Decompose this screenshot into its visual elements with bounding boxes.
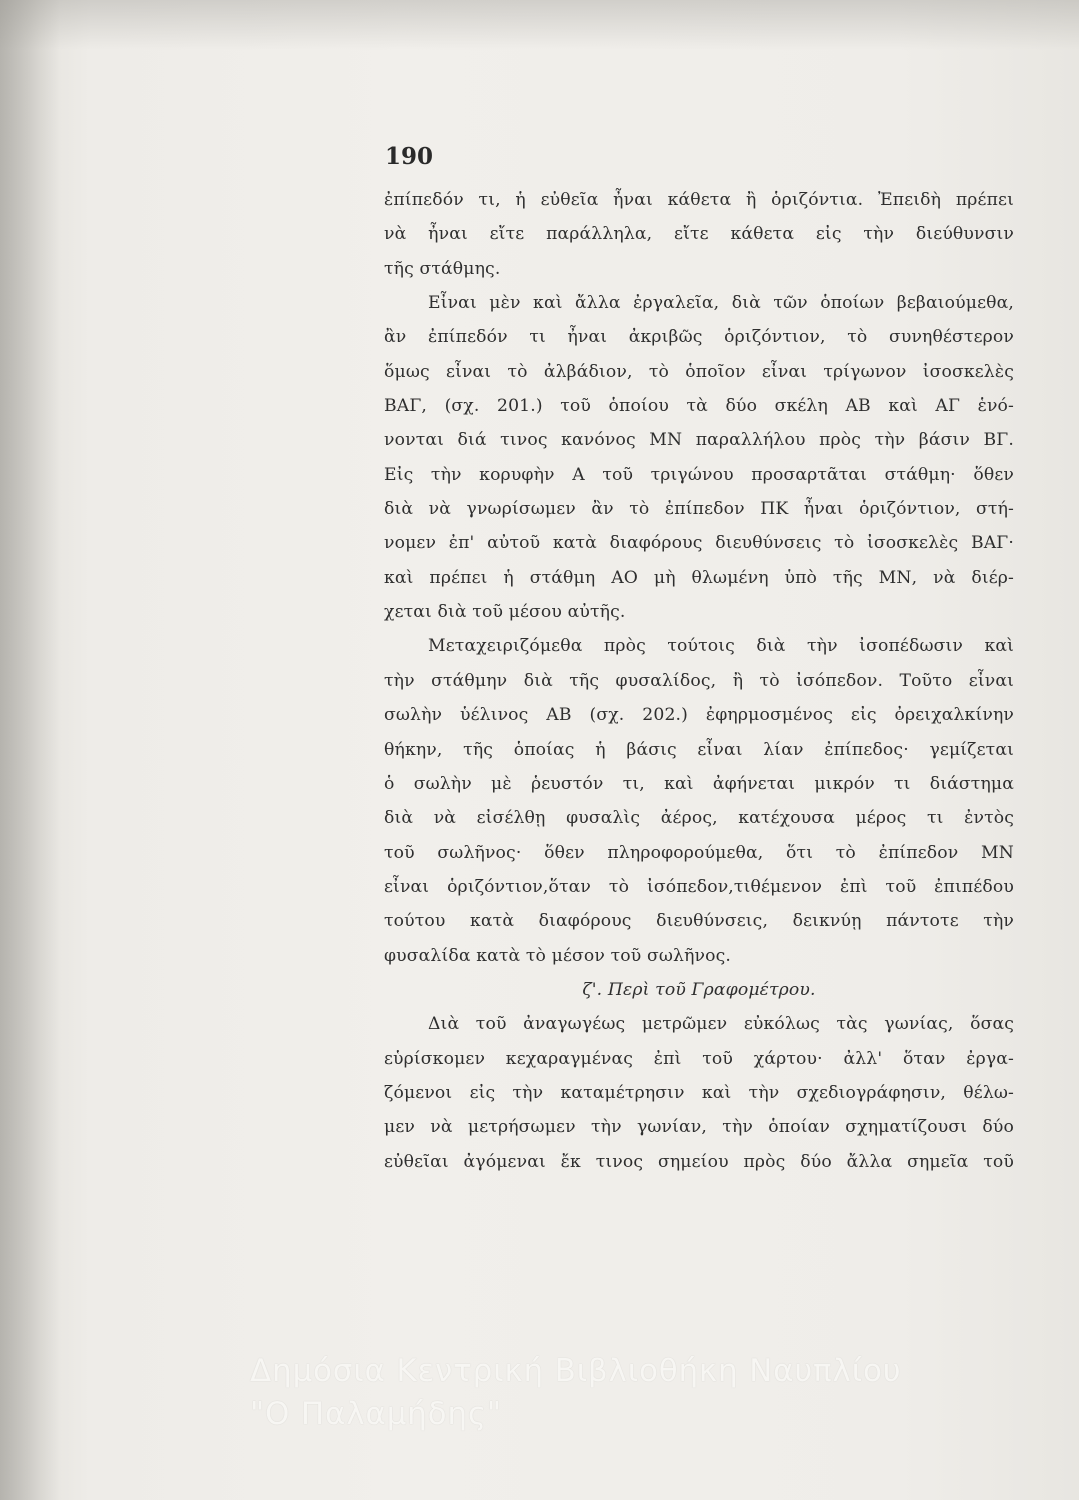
text-line: χεται διὰ τοῦ μέσου αὐτῆς. [384, 602, 626, 623]
text-line: τὴν στάθμην διὰ τῆς φυσαλίδος, ἢ τὸ ἰσόπεδον. Τοῦτο εἶναι [384, 670, 1014, 691]
text-line: Διὰ τοῦ ἀναγωγέως μετρῶμεν εὐκόλως τὰς γωνίας, ὅσας [428, 1014, 1014, 1035]
text-line: ζόμενοι εἰς τὴν καταμέτρησιν καὶ τὴν σχεδιογράφησιν, θέλω- [384, 1082, 1014, 1103]
text-line: εὑρίσκομεν κεχαραγμένας ἐπὶ τοῦ χάρτου· ἀλλ' ὅταν ἐργα- [384, 1048, 1014, 1069]
text-line: εἶναι ὁριζόντιον,ὅταν τὸ ἰσόπεδον,τιθέμενον ἐπὶ τοῦ ἐπιπέδου [384, 876, 1014, 897]
text-line: διὰ νὰ γνωρίσωμεν ἂν τὸ ἐπίπεδον ΠΚ ἦναι ὁριζόντιον, στή- [384, 499, 1014, 520]
text-line: ἐπίπεδόν τι, ἡ εὐθεῖα ἦναι κάθετα ἢ ὁριζόντια. Ἐπειδὴ πρέπει [384, 190, 1014, 210]
body-text [384, 183, 1014, 1179]
text-line: ὁ σωλὴν μὲ ῥευστόν τι, καὶ ἀφήνεται μικρόν τι διάστημα [384, 773, 1014, 794]
binding-shadow [0, 0, 60, 1500]
text-line: φυσαλίδα κατὰ τὸ μέσον τοῦ σωλῆνος. [384, 945, 732, 966]
text-line: μεν νὰ μετρήσωμεν τὴν γωνίαν, τὴν ὁποίαν σχηματίζουσι δύο [384, 1117, 1014, 1138]
text-line: εὐθεῖαι ἀγόμεναι ἔκ τινος σημείου πρὸς δύο ἄλλα σημεῖα τοῦ [384, 1151, 1014, 1172]
text-line: νομεν ἐπ' αὐτοῦ κατὰ διαφόρους διευθύνσεις τὸ ἰσοσκελὲς ΒΑΓ· [384, 533, 1014, 554]
text-line: Εἰς τὴν κορυφὴν Α τοῦ τριγώνου προσαρτᾶται στάθμη· ὅθεν [384, 464, 1014, 485]
text-line: διὰ νὰ εἰσέλθῃ φυσαλὶς ἀέρος, κατέχουσα μέρος τι ἐντὸς [384, 808, 1014, 829]
text-line: νονται διά τινος κανόνος ΜΝ παραλλήλου πρὸς τὴν βάσιν ΒΓ. [384, 430, 1014, 451]
text-line: Μεταχειριζόμεθα πρὸς τούτοις διὰ τὴν ἰσοπέδωσιν καὶ [428, 636, 1014, 657]
watermark-line-1: Δημόσια Κεντρική Βιβλιοθήκη Ναυπλίου [250, 1353, 902, 1389]
top-edge-shadow [0, 0, 1079, 50]
page-number: 190 [385, 143, 434, 170]
text-line: νὰ ἦναι εἴτε παράλληλα, εἴτε κάθετα εἰς τὴν διεύθυνσιν [384, 224, 1014, 245]
text-line: τοῦ σωλῆνος· ὅθεν πληροφορούμεθα, ὅτι τὸ ἐπίπεδον ΜΝ [384, 842, 1014, 863]
library-watermark [250, 1350, 1070, 1436]
text-line: Εἶναι μὲν καὶ ἄλλα ἐργαλεῖα, διὰ τῶν ὁποίων βεβαιούμεθα, [428, 293, 1014, 314]
text-line: ΒΑΓ, (σχ. 201.) τοῦ ὁποίου τὰ δύο σκέλη ΑΒ καὶ ΑΓ ἑνό- [384, 396, 1014, 417]
text-line: ὅμως εἶναι τὸ ἀλβάδιον, τὸ ὁποῖον εἶναι τρίγωνον ἰσοσκελὲς [384, 361, 1014, 382]
watermark-line-2: "Ο Παλαμήδης" [250, 1396, 502, 1432]
section-heading: ζ'. Περὶ τοῦ Γραφομέτρου. [582, 979, 816, 1000]
text-line: ἂν ἐπίπεδόν τι ἦναι ἀκριβῶς ὁριζόντιον, τὸ συνηθέστερον [384, 327, 1014, 348]
text-line: θήκην, τῆς ὁποίας ἡ βάσις εἶναι λίαν ἐπίπεδος· γεμίζεται [384, 739, 1014, 760]
text-line: τούτου κατὰ διαφόρους διευθύνσεις, δεικνύῃ πάντοτε τὴν [384, 911, 1014, 932]
text-line: καὶ πρέπει ἡ στάθμη ΑΟ μὴ θλωμένη ὑπὸ τῆς ΜΝ, νὰ διέρ- [384, 567, 1014, 588]
text-line: τῆς στάθμης. [384, 258, 501, 279]
text-line: σωλὴν ὑέλινος ΑΒ (σχ. 202.) ἐφηρμοσμένος εἰς ὀρειχαλκίνην [384, 705, 1014, 726]
